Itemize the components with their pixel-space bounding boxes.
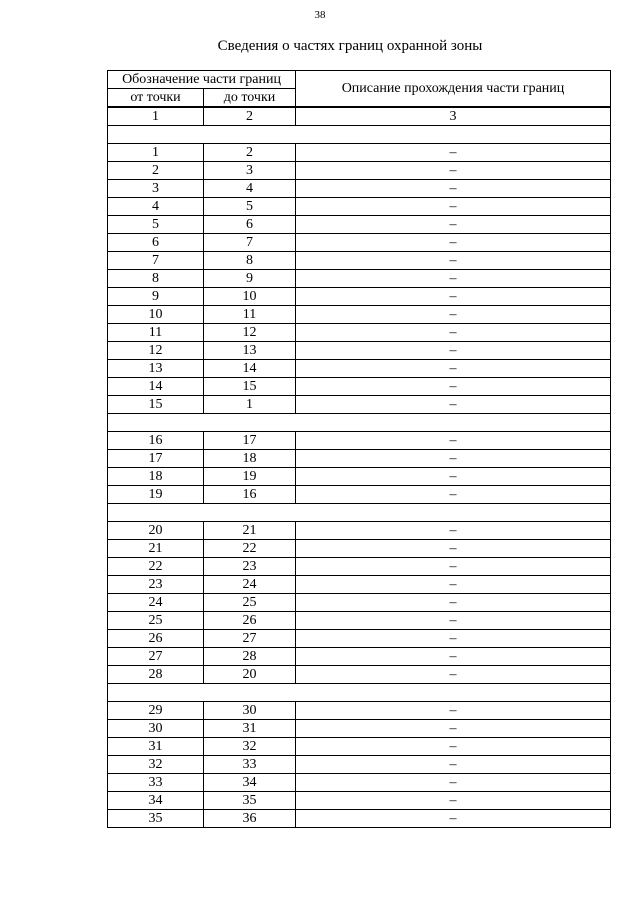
section-separator-row (108, 504, 611, 522)
table-row (108, 450, 611, 468)
boundary-parts-table (107, 70, 611, 828)
description-cell: – (296, 738, 611, 756)
description-cell: – (296, 198, 611, 216)
from-point-cell: 19 (108, 486, 204, 504)
to-point-cell: 28 (204, 648, 296, 666)
to-point-cell: 31 (204, 720, 296, 738)
from-point-cell: 11 (108, 324, 204, 342)
description-cell: – (296, 756, 611, 774)
description-cell: – (296, 558, 611, 576)
table-row (108, 666, 611, 684)
to-point-cell: 7 (204, 234, 296, 252)
section-separator-row (108, 684, 611, 702)
description-cell: – (296, 432, 611, 450)
from-point-cell: 34 (108, 792, 204, 810)
from-point-cell: 7 (108, 252, 204, 270)
to-point-cell: 20 (204, 666, 296, 684)
to-point-cell: 12 (204, 324, 296, 342)
section-separator-row (108, 414, 611, 432)
to-point-cell: 25 (204, 594, 296, 612)
table-row (108, 540, 611, 558)
table-row (108, 396, 611, 414)
description-cell: – (296, 630, 611, 648)
description-cell: – (296, 360, 611, 378)
table-row (108, 630, 611, 648)
table-row (108, 288, 611, 306)
from-point-cell: 29 (108, 702, 204, 720)
table-row (108, 702, 611, 720)
table-row (108, 756, 611, 774)
to-point-cell: 23 (204, 558, 296, 576)
description-cell: – (296, 774, 611, 792)
from-point-cell: 32 (108, 756, 204, 774)
table-row (108, 612, 611, 630)
table-row (108, 324, 611, 342)
description-cell: – (296, 792, 611, 810)
to-point-cell: 33 (204, 756, 296, 774)
description-cell: – (296, 612, 611, 630)
table-row (108, 432, 611, 450)
to-point-cell: 24 (204, 576, 296, 594)
from-point-cell: 23 (108, 576, 204, 594)
header-description: Описание прохождения части границ (296, 71, 611, 108)
from-point-cell: 27 (108, 648, 204, 666)
to-point-cell: 14 (204, 360, 296, 378)
description-cell: – (296, 576, 611, 594)
table-row (108, 198, 611, 216)
to-point-cell: 10 (204, 288, 296, 306)
description-cell: – (296, 450, 611, 468)
to-point-cell: 16 (204, 486, 296, 504)
description-cell: – (296, 720, 611, 738)
page-number: 38 (314, 9, 326, 21)
table-row (108, 468, 611, 486)
table-row (108, 576, 611, 594)
table-row (108, 810, 611, 828)
to-point-cell: 11 (204, 306, 296, 324)
table-row (108, 648, 611, 666)
description-cell: – (296, 810, 611, 828)
description-cell: – (296, 522, 611, 540)
table-row (108, 270, 611, 288)
to-point-cell: 22 (204, 540, 296, 558)
from-point-cell: 6 (108, 234, 204, 252)
description-cell: – (296, 162, 611, 180)
to-point-cell: 27 (204, 630, 296, 648)
from-point-cell: 21 (108, 540, 204, 558)
from-point-cell: 14 (108, 378, 204, 396)
to-point-cell: 15 (204, 378, 296, 396)
description-cell: – (296, 216, 611, 234)
header-from-point: от точки (108, 89, 204, 108)
from-point-cell: 18 (108, 468, 204, 486)
description-cell: – (296, 378, 611, 396)
from-point-cell: 1 (108, 144, 204, 162)
description-cell: – (296, 144, 611, 162)
table-row (108, 360, 611, 378)
document-title: Сведения о частях границ охранной зоны (217, 38, 483, 54)
description-cell: – (296, 252, 611, 270)
description-cell: – (296, 486, 611, 504)
table-body (108, 126, 611, 828)
from-point-cell: 2 (108, 162, 204, 180)
description-cell: – (296, 540, 611, 558)
to-point-cell: 8 (204, 252, 296, 270)
to-point-cell: 34 (204, 774, 296, 792)
description-cell: – (296, 342, 611, 360)
table-row (108, 486, 611, 504)
from-point-cell: 31 (108, 738, 204, 756)
to-point-cell: 36 (204, 810, 296, 828)
to-point-cell: 21 (204, 522, 296, 540)
from-point-cell: 35 (108, 810, 204, 828)
from-point-cell: 4 (108, 198, 204, 216)
from-point-cell: 22 (108, 558, 204, 576)
table-row (108, 252, 611, 270)
description-cell: – (296, 396, 611, 414)
from-point-cell: 10 (108, 306, 204, 324)
to-point-cell: 6 (204, 216, 296, 234)
to-point-cell: 35 (204, 792, 296, 810)
from-point-cell: 26 (108, 630, 204, 648)
table-row (108, 774, 611, 792)
to-point-cell: 4 (204, 180, 296, 198)
table-row (108, 594, 611, 612)
to-point-cell: 1 (204, 396, 296, 414)
from-point-cell: 12 (108, 342, 204, 360)
to-point-cell: 32 (204, 738, 296, 756)
table-row (108, 180, 611, 198)
description-cell: – (296, 666, 611, 684)
table-row (108, 558, 611, 576)
to-point-cell: 30 (204, 702, 296, 720)
from-point-cell: 8 (108, 270, 204, 288)
from-point-cell: 16 (108, 432, 204, 450)
to-point-cell: 13 (204, 342, 296, 360)
table-row (108, 162, 611, 180)
from-point-cell: 33 (108, 774, 204, 792)
to-point-cell: 9 (204, 270, 296, 288)
table-row (108, 792, 611, 810)
description-cell: – (296, 324, 611, 342)
from-point-cell: 30 (108, 720, 204, 738)
to-point-cell: 19 (204, 468, 296, 486)
from-point-cell: 15 (108, 396, 204, 414)
column-index-3: 3 (296, 107, 611, 126)
to-point-cell: 3 (204, 162, 296, 180)
table-row (108, 216, 611, 234)
description-cell: – (296, 702, 611, 720)
table-row (108, 522, 611, 540)
to-point-cell: 18 (204, 450, 296, 468)
table-row (108, 306, 611, 324)
from-point-cell: 28 (108, 666, 204, 684)
from-point-cell: 25 (108, 612, 204, 630)
table-row (108, 144, 611, 162)
to-point-cell: 26 (204, 612, 296, 630)
table-row (108, 342, 611, 360)
column-index-2: 2 (204, 107, 296, 126)
to-point-cell: 2 (204, 144, 296, 162)
table-row (108, 378, 611, 396)
description-cell: – (296, 306, 611, 324)
from-point-cell: 5 (108, 216, 204, 234)
from-point-cell: 13 (108, 360, 204, 378)
description-cell: – (296, 270, 611, 288)
header-boundary-designation: Обозначение части границ (108, 71, 296, 89)
header-to-point: до точки (204, 89, 296, 108)
description-cell: – (296, 234, 611, 252)
from-point-cell: 24 (108, 594, 204, 612)
description-cell: – (296, 648, 611, 666)
description-cell: – (296, 468, 611, 486)
table-row (108, 738, 611, 756)
from-point-cell: 3 (108, 180, 204, 198)
to-point-cell: 5 (204, 198, 296, 216)
table-row (108, 234, 611, 252)
from-point-cell: 17 (108, 450, 204, 468)
from-point-cell: 9 (108, 288, 204, 306)
description-cell: – (296, 594, 611, 612)
to-point-cell: 17 (204, 432, 296, 450)
description-cell: – (296, 180, 611, 198)
section-separator-row (108, 126, 611, 144)
column-index-1: 1 (108, 107, 204, 126)
table-row (108, 720, 611, 738)
description-cell: – (296, 288, 611, 306)
from-point-cell: 20 (108, 522, 204, 540)
